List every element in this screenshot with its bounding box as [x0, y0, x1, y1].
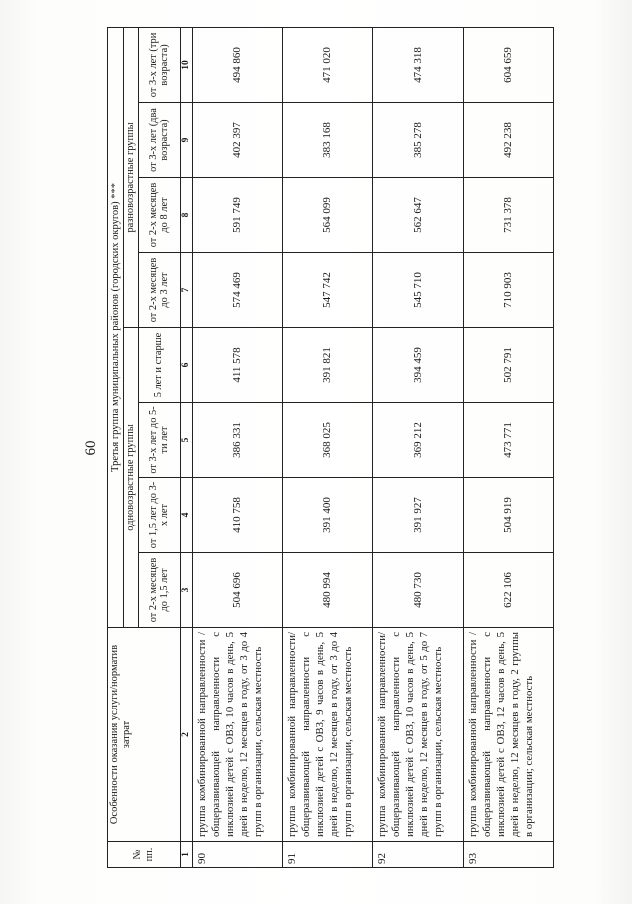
- table-row: [282, 27, 372, 867]
- cost-value: 564 099: [282, 178, 372, 253]
- cost-value: 402 397: [192, 103, 282, 178]
- cost-value: 394 459: [373, 328, 463, 403]
- cost-value: 480 994: [282, 553, 372, 628]
- cost-value: 494 860: [192, 27, 282, 102]
- cost-value: 604 659: [463, 27, 553, 102]
- cost-standards-table: [107, 27, 554, 868]
- rotated-document-page: [76, 28, 556, 868]
- header-description: Особенности оказания услуги/норматив затрат: [108, 628, 181, 842]
- cost-value: 369 212: [373, 403, 463, 478]
- header-subcolumn: от 3-х лет до 5-ти лет: [138, 403, 180, 478]
- cost-value: 480 730: [373, 553, 463, 628]
- column-index: 8: [180, 178, 192, 253]
- column-index: 1: [180, 842, 192, 868]
- header-subcolumn: от 2-х месяцев до 1,5 лет: [138, 553, 180, 628]
- cost-value: 504 696: [192, 553, 282, 628]
- header-subcolumn: от 2-х месяцев до 3 лет: [138, 253, 180, 328]
- cost-value: 411 578: [192, 328, 282, 403]
- header-single-age-groups: одновозрастные группы: [124, 328, 139, 628]
- header-subcolumn: 5 лет и старше: [138, 328, 180, 403]
- cost-value: 574 469: [192, 253, 282, 328]
- cost-value: 385 278: [373, 103, 463, 178]
- table-row: [192, 27, 282, 867]
- header-subcolumn: от 2-х месяцев до 8 лет: [138, 178, 180, 253]
- row-description: группа комбинированной направленности/ общеразвивающей направленности с инклюзией детей с ОВЗ, 9 часов в день, 5 дней в неделю, 12 месяцев в году, от 3 до 4 групп в организации, сельская местность: [282, 628, 372, 842]
- row-description: группа комбинированной направленности/общеразвивающей направленности с инклюзией детей с ОВЗ, 10 часов в день, 5 дней в неделю, 12 месяцев в году, от 5 до 7 групп в организации, сельская местность: [373, 628, 463, 842]
- cost-value: 474 318: [373, 27, 463, 102]
- cost-value: 471 020: [282, 27, 372, 102]
- cost-value: 504 919: [463, 478, 553, 553]
- cost-value: 410 758: [192, 478, 282, 553]
- cost-value: 547 742: [282, 253, 372, 328]
- column-index: 9: [180, 103, 192, 178]
- row-description: группа комбинированной направленности / общеразвивающей направленности с инклюзией детей с ОВЗ, 10 часов в день, 5 дней в неделю, 12 месяцев в году, от 3 до 4 групп в организации, сельская местность: [192, 628, 282, 842]
- page-number: 60: [83, 440, 99, 456]
- cost-value: 710 903: [463, 253, 553, 328]
- row-description: группа комбинированной направленности / общеразвивающей направленности с инклюзией детей с ОВЗ, 12 часов в день, 5 дней в неделю, 12 месяцев в году, 2 группы в организации; сельская местность: [463, 628, 553, 842]
- row-number: 92: [373, 842, 463, 868]
- header-row-number: № пп.: [108, 842, 181, 868]
- header-subcolumn: от 3-х лет (два возраста): [138, 103, 180, 178]
- cost-value: 386 331: [192, 403, 282, 478]
- column-index: 6: [180, 328, 192, 403]
- column-index: 4: [180, 478, 192, 553]
- column-index: 3: [180, 553, 192, 628]
- cost-value: 391 821: [282, 328, 372, 403]
- column-index: 2: [180, 628, 192, 842]
- table-body: [180, 27, 553, 867]
- header-mixed-age-groups: разновозрастные группы: [124, 27, 139, 327]
- cost-value: 492 238: [463, 103, 553, 178]
- cost-value: 731 378: [463, 178, 553, 253]
- cost-value: 545 710: [373, 253, 463, 328]
- cost-value: 391 927: [373, 478, 463, 553]
- row-number: 91: [282, 842, 372, 868]
- cost-value: 383 168: [282, 103, 372, 178]
- column-index: 7: [180, 253, 192, 328]
- cost-value: 622 106: [463, 553, 553, 628]
- header-group-title: Третья группа муниципальных районов (городских округов) ***: [108, 27, 124, 627]
- row-number: 93: [463, 842, 553, 868]
- cost-value: 502 791: [463, 328, 553, 403]
- table-row: [373, 27, 463, 867]
- cost-value: 562 647: [373, 178, 463, 253]
- column-index: 10: [180, 27, 192, 102]
- column-index-row: [180, 27, 192, 867]
- header-subcolumn: от 3-х лет (три возраста): [138, 27, 180, 102]
- table-header: [108, 27, 181, 867]
- cost-value: 591 749: [192, 178, 282, 253]
- header-subcolumn: от 1,5 лет до 3-х лет: [138, 478, 180, 553]
- cost-value: 473 771: [463, 403, 553, 478]
- cost-value: 391 400: [282, 478, 372, 553]
- cost-value: 368 025: [282, 403, 372, 478]
- column-index: 5: [180, 403, 192, 478]
- row-number: 90: [192, 842, 282, 868]
- table-row: [463, 27, 553, 867]
